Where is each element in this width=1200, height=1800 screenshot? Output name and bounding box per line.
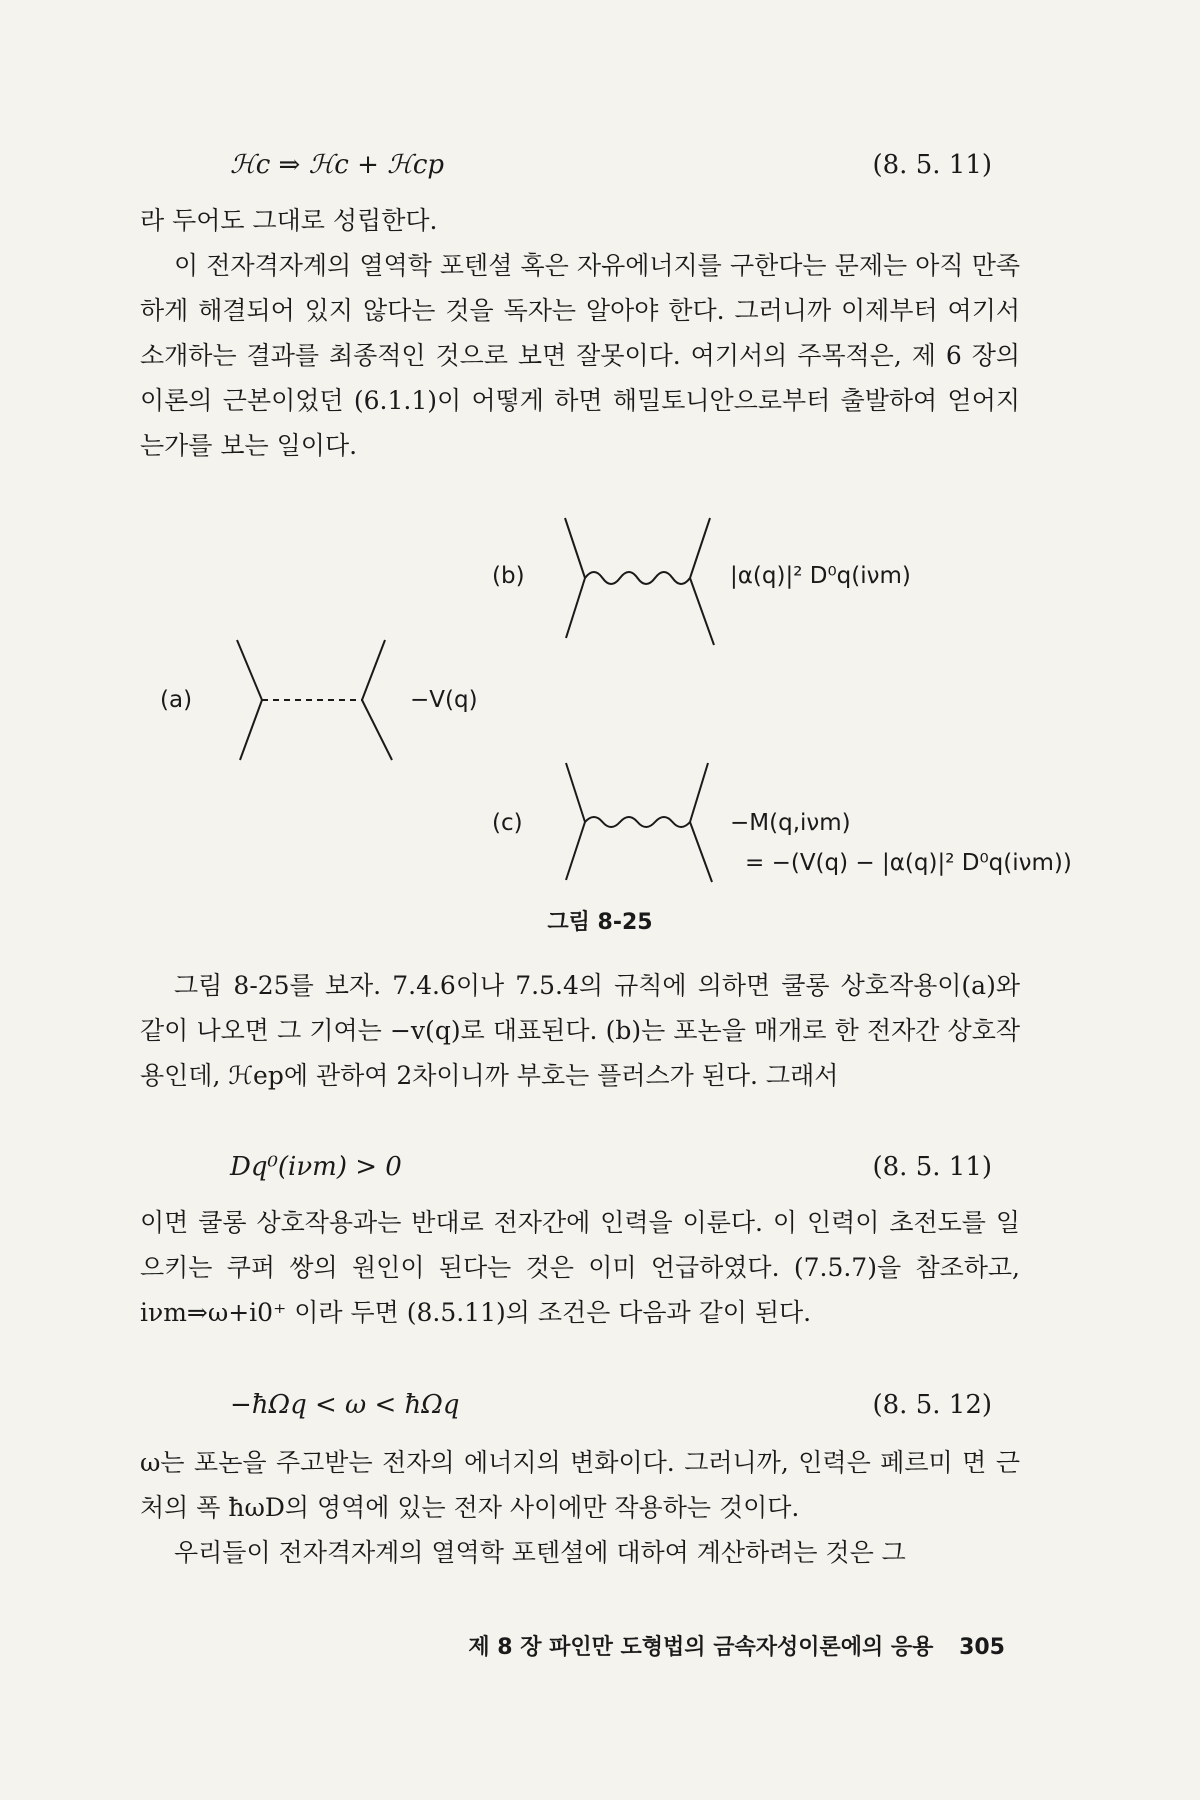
expr-b: |α(q)|² D⁰q(iνm) <box>730 563 911 589</box>
paragraph-2: 이 전자격자계의 열역학 포텐셜 혹은 자유에너지를 구한다는 문제는 아직 만족하게 해결되어 있지 않다는 것을 독자는 알아야 한다. 그러니까 이제부터 여기서 소개하는 결과를 최종적인 것으로 보면 잘못이다. 여기서의 주목적은, 제 6 장의 이론의 근본이었던 (6.1.1)이 어떻게 하면 해밀토니안으로부터 출발하여 얻어지는가를 보는 일이다. <box>140 251 1020 460</box>
equation-2-number: (8. 5. 11) <box>872 1152 992 1182</box>
diagram-b-lines <box>565 518 714 645</box>
label-a: (a) <box>160 687 193 713</box>
equation-1-number: (8. 5. 11) <box>872 150 992 180</box>
figure-caption: 그림 8-25 <box>547 910 653 935</box>
equation-3 <box>0 1390 1200 1430</box>
page-footer <box>468 1630 1005 1661</box>
paragraph-1: 라 두어도 그대로 성립한다. <box>140 206 438 235</box>
paragraph-6: 우리들이 전자격자계의 열역학 포텐셜에 대하여 계산하려는 것은 그 <box>174 1538 906 1567</box>
page-number: 305 <box>959 1635 1005 1660</box>
paragraph-3: 그림 8-25를 보자. 7.4.6이나 7.5.4의 규칙에 의하면 쿨롱 상호작용이(a)와 같이 나오면 그 기여는 −v(q)로 대표된다. (b)는 포논을 매개로 한 전자간 상호작용인데, ℋep에 관하여 2차이니까 부호는 플러스가 된다. 그래서 <box>140 971 1020 1090</box>
diagram-c-lines <box>566 763 712 882</box>
label-c: (c) <box>492 810 523 836</box>
equation-3-number: (8. 5. 12) <box>872 1390 992 1420</box>
text-block-2 <box>140 963 1020 1098</box>
label-b: (b) <box>492 563 525 589</box>
expr-c1: −M(q,iνm) <box>730 810 851 836</box>
paragraph-5: ω는 포논을 주고받는 전자의 에너지의 변화이다. 그러니까, 인력은 페르미 면 근처의 폭 ħωD의 영역에 있는 전자 사이에만 작용하는 것이다. <box>140 1448 1020 1522</box>
equation-2 <box>0 1152 1200 1192</box>
diagram-a-lines <box>237 640 392 760</box>
footer-chapter-title: 제 8 장 파인만 도형법의 금속자성이론에의 응용 <box>468 1635 934 1660</box>
equation-1-expr: ℋc ⇒ ℋc + ℋcp <box>230 150 445 180</box>
paragraph-4: 이면 쿨롱 상호작용과는 반대로 전자간에 인력을 이룬다. 이 인력이 초전도를 일으키는 쿠퍼 쌍의 원인이 된다는 것은 이미 언급하였다. (7.5.7)을 참조하고, iνm⇒ω+i0⁺ 이라 두면 (8.5.11)의 조건은 다음과 같이 된다. <box>140 1208 1020 1327</box>
equation-3-expr: −ħΩq < ω < ħΩq <box>230 1390 460 1420</box>
equation-2-expr: Dq⁰(iνm) > 0 <box>230 1152 402 1182</box>
expr-a: −V(q) <box>410 687 478 713</box>
expr-c2: = −(V(q) − |α(q)|² D⁰q(iνm)) <box>745 850 1072 876</box>
text-block-3 <box>140 1200 1020 1335</box>
text-block-4 <box>140 1440 1020 1575</box>
